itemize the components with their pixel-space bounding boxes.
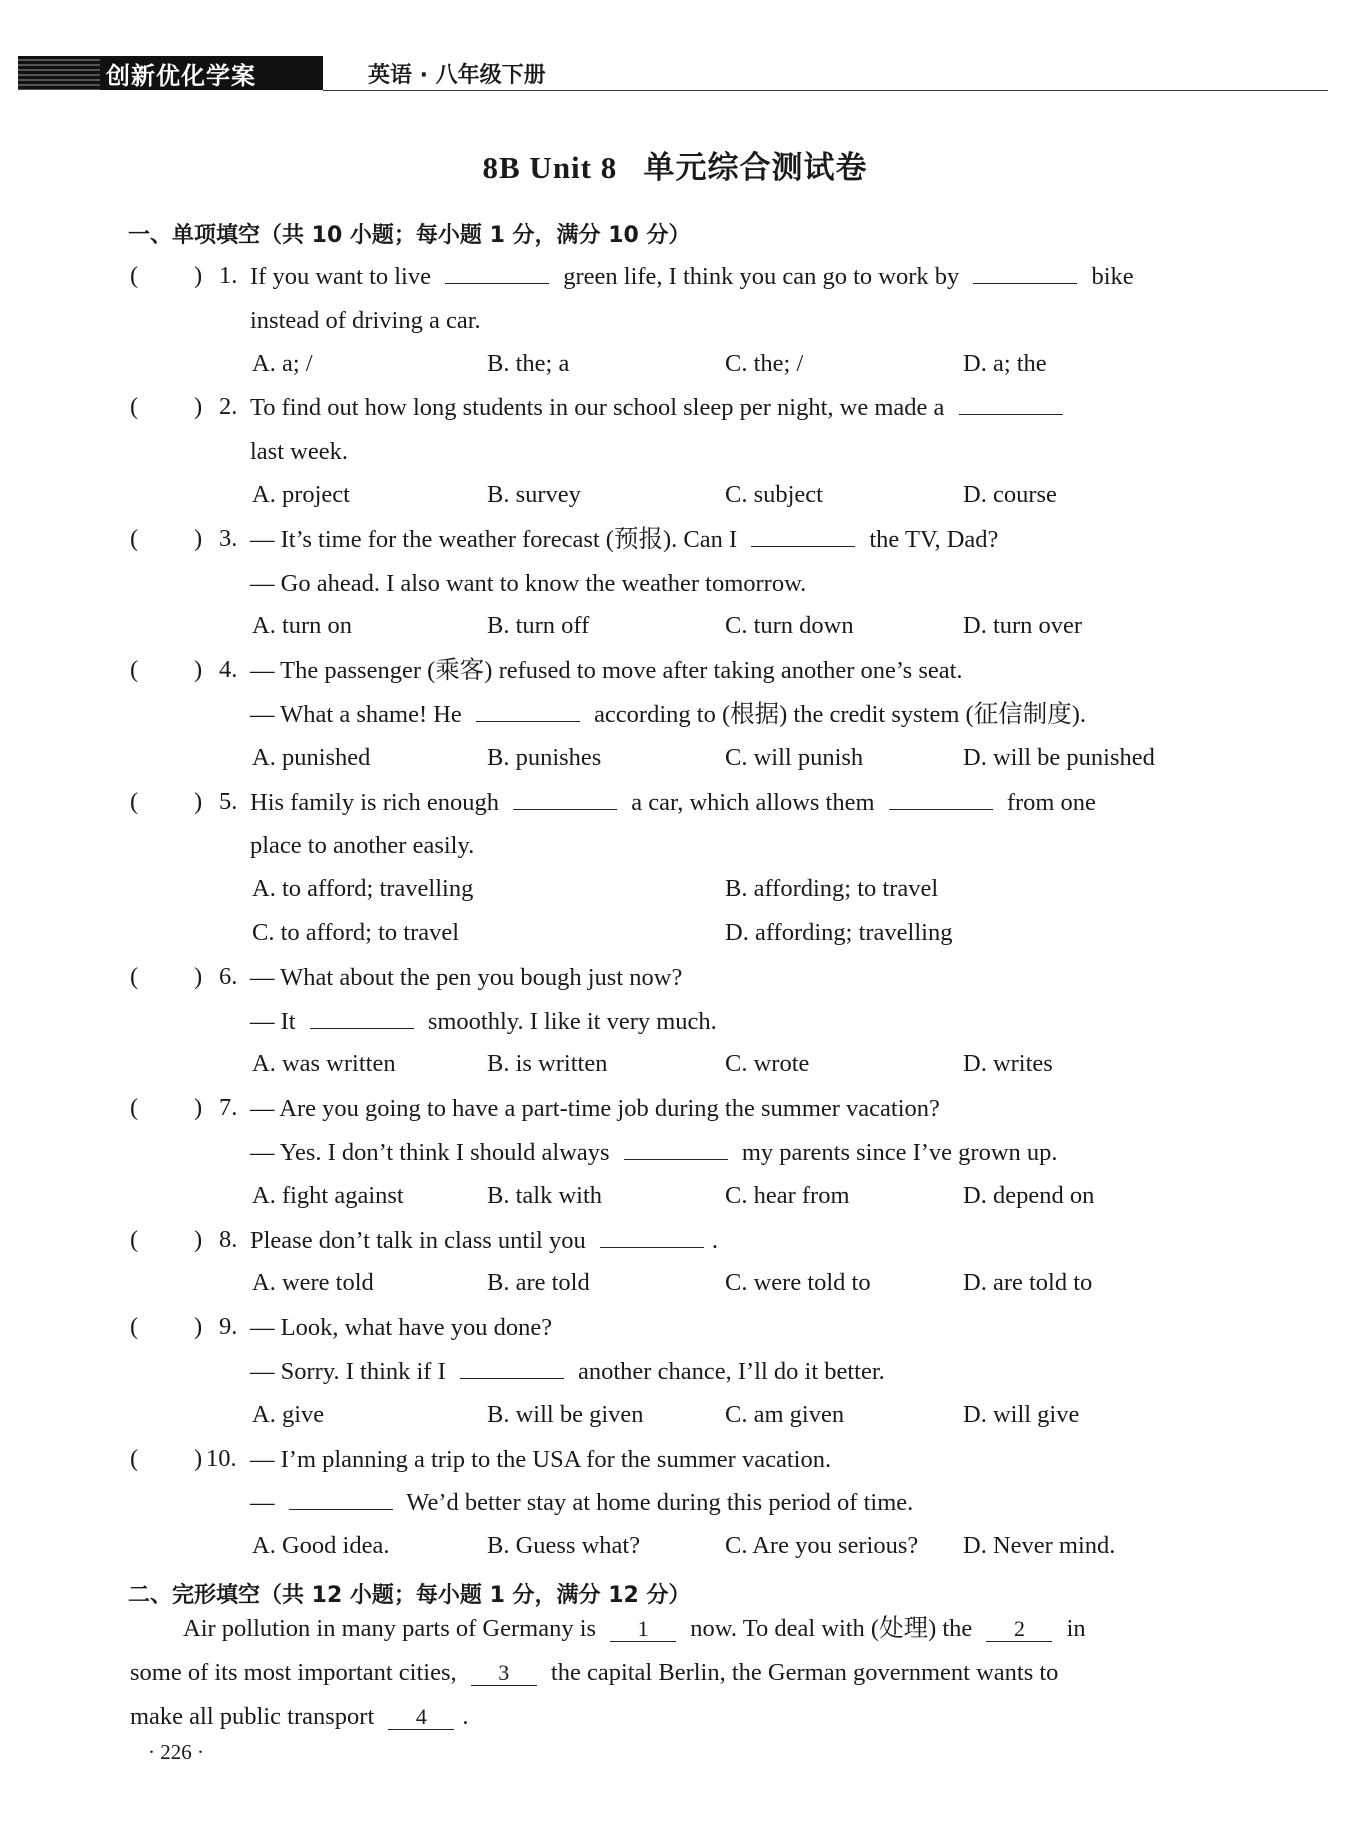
option-d[interactable]: D. depend on [963,1181,1095,1209]
question-text: We’d better stay at home during this period of time. [400,1489,914,1517]
option-c[interactable]: C. were told to [725,1269,871,1297]
question-number: 7. [219,1094,238,1122]
fill-blank[interactable] [624,1139,728,1160]
option-d[interactable]: D. are told to [963,1269,1093,1297]
option-b[interactable]: B. talk with [487,1181,603,1209]
answer-paren-close: ) [194,1444,203,1472]
answer-paren-open: ( [130,962,139,990]
question-text: another chance, I’ll do it better. [571,1358,885,1385]
answer-paren-close: ) [194,524,203,552]
question-line [250,525,998,555]
option-d[interactable]: D. writes [963,1050,1053,1078]
brand-text: 创新优化学案 [106,61,256,90]
question-text: — Sorry. I think if I [250,1358,452,1385]
answer-paren-open: ( [130,393,139,421]
question-line [250,1488,913,1518]
option-a[interactable]: A. punished [252,743,371,771]
answer-paren-open: ( [130,1444,139,1472]
option-c[interactable]: C. to afford; to travel [252,919,460,946]
passage-line-1: Air pollution in many parts of Germany is 1 now. To deal with (处理) the 2 in [183,1615,1086,1642]
fill-blank[interactable] [476,701,580,722]
question-text: — Yes. I don’t think I should always [250,1139,616,1166]
option-a[interactable]: A. to afford; travelling [252,875,474,903]
option-d[interactable]: D. a; the [963,349,1047,377]
cloze-blank-4[interactable]: 4 [388,1705,454,1730]
option-d[interactable]: D. Never mind. [963,1532,1116,1560]
question-line [250,306,481,336]
answer-slot[interactable] [146,393,190,423]
option-c[interactable]: C. wrote [725,1050,810,1078]
answer-paren-close: ) [194,393,203,421]
option-c[interactable]: C. am given [725,1400,845,1428]
question-line [250,262,1134,292]
answer-paren-close: ) [194,787,203,815]
question-text: — It’s time for the weather forecast (预报). Can I [250,525,744,553]
option-c[interactable]: C. turn down [725,612,854,640]
answer-paren-open: ( [130,656,139,684]
page-number: · 226 · [148,1740,204,1764]
answer-paren-open: ( [130,262,139,289]
fill-blank[interactable] [289,1489,393,1510]
option-b[interactable]: B. Guess what? [487,1532,641,1560]
question-text: . [711,1226,718,1254]
question-text: Please don’t talk in class until you [250,1226,592,1254]
brand-stripes [18,56,100,90]
fill-blank[interactable] [959,394,1063,415]
question-line [250,1094,940,1124]
fill-blank[interactable] [973,263,1077,284]
question-line [250,831,474,861]
answer-paren-open: ( [130,1094,139,1122]
option-b[interactable]: B. is written [487,1050,608,1078]
question-text: His family is rich enough [250,788,506,816]
question-text: — Are you going to have a part-time job during the summer vacation? [250,1095,940,1123]
answer-slot[interactable] [146,262,190,292]
question-line [250,1313,552,1343]
question-text: — The passenger (乘客) refused to move after taking another one’s seat. [250,657,963,685]
question-text: — I’m planning a trip to the USA for the summer vacation. [250,1445,832,1473]
answer-paren-close: ) [194,1094,203,1122]
section2-heading: 二、完形填空（共 12 小题；每小题 1 分，满分 12 分） [128,1583,691,1608]
question-line [250,569,806,599]
question-number: 5. [219,787,238,815]
option-a[interactable]: A. a; / [252,349,313,377]
question-number: 8. [219,1225,238,1253]
question-line [250,656,963,686]
question-line [250,1445,831,1475]
question-line [250,437,348,467]
answer-paren-open: ( [130,1313,139,1341]
answer-paren-close: ) [194,1225,203,1253]
cloze-blank-2[interactable]: 2 [986,1617,1052,1642]
answer-paren-open: ( [130,1225,139,1253]
option-a[interactable]: A. give [252,1400,325,1428]
question-text: If you want to live [250,263,438,290]
question-text: — [250,1489,281,1517]
option-d[interactable]: D. course [963,481,1057,508]
page-title: 8B Unit 8 单元综合测试卷 [482,150,868,185]
question-line [250,963,682,993]
question-text: last week. [250,438,348,466]
question-number: 3. [219,524,238,552]
question-text: — Look, what have you done? [250,1314,553,1342]
answer-paren-close: ) [194,962,203,990]
answer-paren-open: ( [130,524,139,552]
brand-logo [18,56,323,90]
question-text: the TV, Dad? [863,525,999,553]
question-text: green life, I think you can go to work by [557,263,966,290]
answer-slot[interactable] [146,656,190,686]
fill-blank[interactable] [513,789,617,810]
question-number: 10. [206,1444,237,1472]
question-number: 9. [219,1313,238,1341]
option-b[interactable]: B. are told [487,1269,590,1297]
question-text: a car, which allows them [625,788,881,816]
question-text: — Go ahead. I also want to know the weather tomorrow. [250,569,807,597]
question-text: — It [250,1007,302,1035]
cloze-blank-3[interactable]: 3 [471,1661,537,1686]
option-b[interactable]: B. punishes [487,743,602,771]
section1-heading: 一、单项填空（共 10 小题；每小题 1 分，满分 10 分） [128,223,691,248]
option-d[interactable]: D. will be punished [963,743,1155,771]
question-text: To find out how long students in our school sleep per night, we made a [250,394,951,422]
passage-line-2: some of its most important cities, 3 the capital Berlin, the German government wants to [130,1659,1059,1686]
fill-blank[interactable] [310,1008,414,1029]
page-header [18,52,1328,94]
option-a[interactable]: A. project [252,481,350,508]
answer-paren-close: ) [194,1313,203,1341]
answer-paren-open: ( [130,787,139,815]
header-rule [323,90,1328,91]
option-c[interactable]: C. will punish [725,743,864,771]
fill-blank[interactable] [889,789,993,810]
option-b[interactable]: B. turn off [487,612,590,640]
fill-blank[interactable] [751,526,855,547]
question-text: from one [1000,788,1096,816]
option-b[interactable]: B. affording; to travel [725,875,939,903]
question-text: bike [1085,263,1134,290]
answer-slot[interactable] [146,1313,190,1343]
option-c[interactable]: C. hear from [725,1181,850,1209]
question-text: according to (根据) the credit system (征信制度). [587,701,1086,728]
answer-slot[interactable] [146,1094,190,1124]
option-a[interactable]: A. were told [252,1269,374,1297]
question-text: place to another easily. [250,832,475,860]
option-b[interactable]: B. survey [487,481,581,508]
option-d[interactable]: D. turn over [963,612,1083,640]
question-line [250,1138,1058,1168]
question-text: my parents since I’ve grown up. [735,1139,1058,1166]
answer-slot[interactable] [146,1226,190,1256]
question-number: 6. [219,962,238,990]
fill-blank[interactable] [600,1227,704,1248]
question-number: 1. [219,262,238,289]
question-text: — What about the pen you bough just now? [250,963,683,991]
option-c[interactable]: C. Are you serious? [725,1532,919,1560]
option-c[interactable]: C. the; / [725,349,804,377]
question-number: 4. [219,656,238,684]
option-a[interactable]: A. Good idea. [252,1532,390,1560]
answer-slot[interactable] [146,1445,190,1475]
option-a[interactable]: A. turn on [252,612,353,640]
option-a[interactable]: A. was written [252,1050,396,1078]
question-text: — What a shame! He [250,701,468,728]
answer-slot[interactable] [146,963,190,993]
passage-line-3: make all public transport 4 . [130,1703,469,1730]
question-line [250,393,1071,423]
fill-blank[interactable] [460,1358,564,1379]
option-d[interactable]: D. will give [963,1400,1080,1428]
cloze-blank-1[interactable]: 1 [610,1617,676,1642]
option-b[interactable]: B. the; a [487,349,570,377]
question-line [250,1226,718,1256]
answer-slot[interactable] [146,788,190,818]
question-text: smoothly. I like it very much. [421,1007,717,1035]
question-line [250,700,1086,730]
answer-paren-close: ) [194,262,203,289]
option-d[interactable]: D. affording; travelling [725,919,953,946]
option-b[interactable]: B. will be given [487,1400,644,1428]
fill-blank[interactable] [445,263,549,284]
answer-slot[interactable] [146,525,190,555]
question-line [250,1357,885,1387]
option-c[interactable]: C. subject [725,481,823,508]
option-a[interactable]: A. fight against [252,1181,404,1209]
question-text: instead of driving a car. [250,306,481,334]
question-line [250,1007,717,1037]
header-subject: 英语 · 八年级下册 [368,63,546,88]
answer-paren-close: ) [194,656,203,684]
question-number: 2. [219,393,238,421]
question-line [250,788,1096,818]
